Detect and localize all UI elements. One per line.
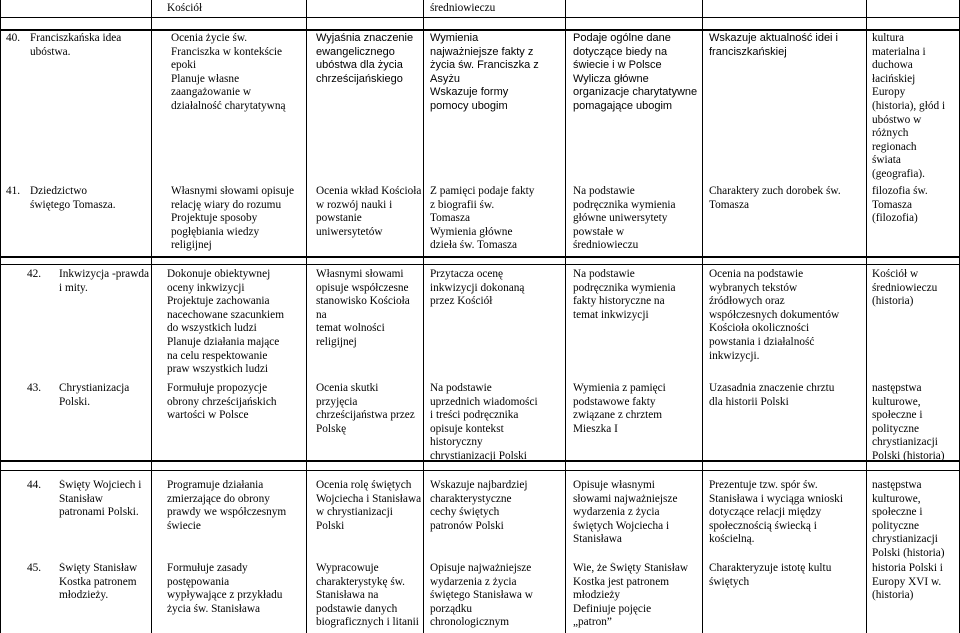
requirement-cell: Ocenia życie św. Franciszka w kontekście epoki Planuje własne zaangażowanie w działalność charytatywną — [171, 32, 286, 112]
requirement-cell: Wskazuje aktualność idei i franciszkańskiej — [709, 32, 839, 58]
requirement-cell: Własnymi słowami opisuje współczesne stanowisko Kościoła na temat wolności religijnej — [316, 268, 410, 348]
table-rule — [0, 17, 960, 18]
column-rule — [565, 0, 566, 633]
requirement-cell: Formułuje zasady postępowania wypływające z przykładu życia św. Stanisława — [167, 562, 283, 615]
requirement-cell: Przytacza ocenę inkwizycji dokonaną przez Kościół — [430, 268, 525, 308]
requirement-cell: Ocenia skutki przyjęcia chrześcijaństwa przez Polskę — [316, 382, 415, 435]
interdisciplinary-cell: następstwa kulturowe, społeczne i polityczne chrystianizacji Polski (historia) — [872, 382, 945, 462]
interdisciplinary-cell: historia Polski i Europy XVI w. (historia) — [872, 562, 943, 602]
requirement-cell: Uzasadnia znaczenie chrztu dla historii Polski — [709, 382, 835, 408]
topic-cell: Franciszkańska idea ubóstwa. — [30, 32, 122, 58]
interdisciplinary-cell: kultura materialna i duchowa łacińskiej Europy (historia), głód i ubóstwo w różnych regionach świata (geografia). — [872, 32, 946, 180]
topic-cell: Inkwizycja -prawda i mity. — [59, 268, 150, 294]
interdisciplinary-cell: Kościół w średniowieczu (historia) — [872, 268, 938, 308]
column-rule — [0, 0, 1, 633]
row-number: 43. — [27, 382, 42, 394]
requirement-cell: Wymienia z pamięci podstawowe fakty związane z chrztem Mieszka I — [573, 382, 666, 435]
table-rule — [0, 264, 960, 265]
requirement-cell: Ocenia rolę świętych Wojciecha i Stanisława w chrystianizacji Polski — [316, 479, 422, 532]
requirement-cell: Z pamięci podaje fakty z biografii św. Tomasza Wymienia główne dzieła św. Tomasza — [430, 185, 535, 252]
column-rule — [151, 0, 152, 633]
row-number: 44. — [27, 479, 42, 491]
column-rule — [866, 0, 867, 633]
table-rule — [0, 29, 960, 31]
requirement-cell: Własnymi słowami opisuje relację wiary do rozumu Projektuje sposoby pogłębiania wiedzy religijnej — [171, 185, 294, 252]
requirement-cell: Charaktery zuch dorobek św. Tomasza — [709, 185, 841, 211]
table-rule — [0, 256, 960, 258]
requirement-cell: Wyjaśnia znaczenie ewangelicznego ubóstwa dla życia chrześcijańskiego — [316, 32, 414, 85]
row-number: 42. — [27, 268, 42, 280]
header-cell-middle-ages: średniowieczu — [430, 2, 496, 14]
requirement-cell: Podaje ogólne dane dotyczące biedy na świecie i w Polsce Wylicza główne organizacje charytatywne pomagające ubogim — [573, 32, 698, 112]
requirement-cell: Na podstawie podręcznika wymienia główne uniwersytety powstałe w średniowieczu — [573, 185, 676, 252]
row-number: 41. — [6, 185, 21, 197]
requirement-cell: Na podstawie podręcznika wymienia fakty historyczne na temat inkwizycji — [573, 268, 676, 321]
requirement-cell: Charakteryzuje istotę kultu świętych — [709, 562, 832, 588]
requirement-cell: Na podstawie uprzednich wiadomości i treści podręcznika opisuje kontekst historyczny chrystianizacji Polski — [430, 382, 538, 462]
requirement-cell: Opisuje najważniejsze wydarzenia z życia świętego Stanisława w porządku chronologicznym — [430, 562, 533, 629]
requirement-cell: Ocenia wkład Kościoła w rozwój nauki i powstanie uniwersytetów — [316, 185, 422, 238]
requirement-cell: Prezentuje tzw. spór św. Stanisława i wyciąga wnioski dotyczące relacji między społecznością świecką i kościelną. — [709, 479, 843, 546]
requirement-cell: Wymienia najważniejsze fakty z życia św. Franciszka z Asyżu Wskazuje formy pomocy ubogim — [430, 32, 539, 112]
interdisciplinary-cell: następstwa kulturowe, społeczne i polityczne chrystianizacji Polski (historia) — [872, 479, 945, 559]
topic-cell: Święty Stanisław Kostka patronem młodzieży. — [59, 562, 138, 602]
column-rule — [306, 0, 307, 633]
table-rule — [0, 470, 960, 471]
requirement-cell: Formułuje propozycje obrony chrześcijańskich wartości w Polsce — [167, 382, 277, 422]
topic-cell: Dziedzictwo świętego Tomasza. — [30, 185, 116, 211]
requirement-cell: Dokonuje obiektywnej oceny inkwizycji Projektuje zachowania nacechowane szacunkiem do wszystkich ludzi Planuje działania mające na celu respektowanie praw wszystkich ludzi — [167, 268, 284, 376]
requirement-cell: Wskazuje najbardziej charakterystyczne cechy świętych patronów Polski — [430, 479, 528, 532]
column-rule — [702, 0, 703, 633]
header-cell-church: Kościół — [167, 2, 203, 14]
interdisciplinary-cell: filozofia św. Tomasza (filozofia) — [872, 185, 928, 225]
topic-cell: Święty Wojciech i Stanisław patronami Polski. — [59, 479, 142, 519]
requirement-cell: Programuje działania zmierzające do obrony prawdy we współczesnym świecie — [167, 479, 287, 532]
topic-cell: Chrystianizacja Polski. — [59, 382, 130, 408]
requirement-cell: Ocenia na podstawie wybranych tekstów źródłowych oraz współczesnych dokumentów Kościoła okoliczności powstania i działalność inkwizycji. — [709, 268, 840, 362]
requirement-cell: Opisuje własnymi słowami najważniejsze wydarzenia z życia świętych Wojciecha i Stanisława — [573, 479, 678, 546]
column-rule — [423, 0, 424, 633]
row-number: 45. — [27, 562, 42, 574]
requirement-cell: Wie, że Święty Stanisław Kostka jest patronem młodzieży Definiuje pojęcie „patron” — [573, 562, 688, 629]
requirement-cell: Wypracowuje charakterystykę św. Stanisława na podstawie danych biograficznych i litanii — [316, 562, 419, 629]
row-number: 40. — [6, 32, 21, 44]
